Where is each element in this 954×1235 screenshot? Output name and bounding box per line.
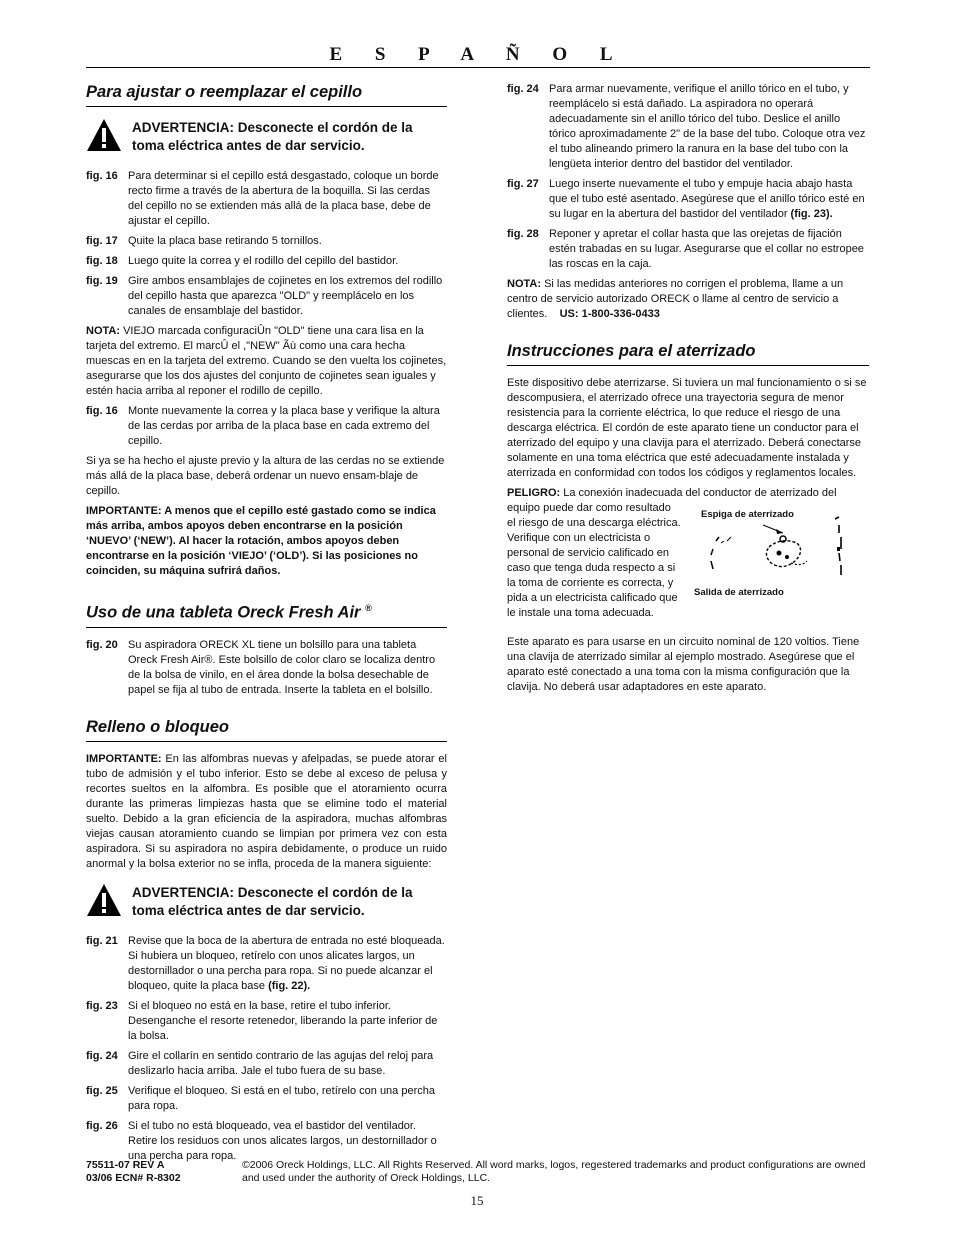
- fig-text: Su aspiradora ORECK XL tiene un bolsillo para una tableta Oreck Fresh Air®. Este bolsillo de color claro se localiza dentro de la bolsa de vinilo, en el área donde la bolsa desechable de papel se fija al tubo de entrada. Inserte la tableta en el bolsillo.: [128, 638, 436, 696]
- fig-item: [86, 404, 447, 449]
- fig-item: [86, 934, 447, 994]
- fig-item: [507, 82, 869, 172]
- fig-item: [86, 1084, 447, 1114]
- fig-text: Si el tubo no está bloqueado, vea el bastidor del ventilador. Retire los residuos con unos alicates largos, un destornillador o una percha para ropa.: [128, 1119, 437, 1162]
- importante-paragraph: [86, 752, 447, 872]
- copyright-notice: ©2006 Oreck Holdings, LLC. All Rights Reserved. All word marks, logos, regestered trademarks and product configurations are owned and used under the authority of Oreck Holdings, LLC.: [242, 1159, 866, 1184]
- document-revision: 75511-07 REV A: [86, 1159, 165, 1171]
- fig-text: Si el bloqueo no está en la base, retire el tubo inferior. Desenganche el resorte retenedor, liberando la parte inferior de la bolsa.: [128, 999, 438, 1042]
- warning-triangle-icon: [86, 883, 122, 917]
- fig-item: [86, 999, 447, 1044]
- nota-paragraph: [507, 277, 869, 322]
- fig-text: Revise que la boca de la abertura de entrada no esté bloqueada. Si hubiera un bloqueo, retírelo con unos alicates largos, un destornillador o una percha para ropa. Si no puede alcanzar el bloqueo, quite la placa base: [128, 934, 445, 992]
- section-title-brush: Para ajustar o reemplazar el cepillo: [86, 82, 447, 107]
- fig-text: Reponer y apretar el collar hasta que las orejetas de fijación estén trabadas en su lugar. Asegurarse que el collar no estropee las roscas en la caja.: [549, 228, 864, 270]
- body-paragraph: Si ya se ha hecho el ajuste previo y la altura de las cerdas no se extiende más allá de la placa base, deberá ordenar un nuevo ensam-blaje de cepillo.: [86, 455, 445, 497]
- fig-text: Verifique el bloqueo. Si está en el tubo, retírelo con una percha para ropa.: [128, 1084, 435, 1112]
- fig-text: Gire ambos ensamblajes de cojinetes en los extremos del rodillo del cepillo hasta que aparezca "OLD" y reemplácelo en los canales de ensamblaje del bastidor.: [128, 275, 443, 317]
- fig-text: Monte nuevamente la correa y la placa base y verifique la altura de las cerdas por arriba de la placa base en cada extremo del cepillo.: [128, 405, 440, 447]
- fig-text: Para armar nuevamente, verifique el anillo tórico en el tubo, y reemplácelo si está dañado. La aspiradora no operará adecuadamente sin el anillo tórico del tubo. Deslice el anillo tórico aproximadamente 2" de la base del tubo. Coloque otra vez el tubo alineando primero la ranura en la base del tubo con la lengüeta interior dentro del bastidor del ventilador.: [549, 83, 866, 170]
- warning-text: ADVERTENCIA: Desconecte el cordón de la toma eléctrica antes de dar servicio.: [132, 120, 413, 153]
- document-ecn: 03/06 ECN# R-8302: [86, 1172, 181, 1184]
- fig-label: fig. 28: [507, 228, 539, 240]
- fig-text: Luego quite la correa y el rodillo del cepillo del bastidor.: [128, 255, 399, 267]
- fig-ref: (fig. 22).: [268, 979, 311, 992]
- section-title-grounding: Instrucciones para el aterrizado: [507, 341, 869, 366]
- fig-label: fig. 16: [86, 170, 118, 182]
- peligro-paragraph: [507, 486, 869, 501]
- peligro-label: PELIGRO:: [507, 487, 561, 499]
- warning-box: [86, 884, 447, 920]
- fig-text: Gire el collarín en sentido contrario de las agujas del reloj para deslizarlo hacia arriba. Jale el tubo fuera de su base.: [128, 1049, 434, 1077]
- fig-item: [86, 274, 447, 319]
- fig-label: fig. 19: [86, 275, 118, 287]
- fig-item: [86, 169, 447, 229]
- grounding-block: [507, 501, 869, 635]
- warning-text: ADVERTENCIA: Desconecte el cordón de la toma eléctrica antes de dar servicio.: [132, 884, 413, 918]
- fig-item: [86, 638, 447, 698]
- fig-label: fig. 18: [86, 255, 118, 267]
- left-column: [86, 82, 447, 1169]
- importante-text: En las alfombras nuevas y afelpadas, se puede atorar el tubo de admisión y el tubo inferior. Esto se debe al exceso de pelusa y recortes sueltos en la alfombra. Es posible que el atoramiento ocurra durante las primeras limpiezas hasta que se elimine todo el material suelto. Debido a la gran eficiencia de la aspiradora, muchas alfombras viejas causan atoramiento cuando se limpian por primera vez con esta aspiradora. Si su aspiradora no aspira debidamente, o produce un ruido anormal y la bolsa exterior no se infla, proceda de la manera siguiente:: [86, 752, 447, 870]
- importante-text: IMPORTANTE: A menos que el cepillo esté gastado como se indica más arriba, ambos apoyos deben encontrarse en la posición ‘NUEVO’ (‘NEW’). Al hacer la rotación, ambos apoyos deben encontrarse en la posición ‘VIEJO’ (‘OLD’). Si las posiciones no coinciden, su máquina sufrirá daños.: [86, 505, 436, 577]
- fig-label: fig. 27: [507, 178, 539, 190]
- fig-item: [86, 254, 447, 269]
- plug-outlet-illustration: [691, 503, 869, 613]
- fig-ref: (fig. 23).: [790, 208, 833, 220]
- peligro-continued: equipo puede dar como resultado el riesgo de una descarga eléctrica. Verifique con un electricista o personal de servicio calificado en caso que tenga duda respecto a si la toma de corriente es correcta, y pida a un electricista calificado que le instale una toma adecuada.: [507, 502, 681, 619]
- document-code: [86, 1159, 181, 1185]
- fig-label: fig. 25: [86, 1084, 118, 1097]
- fig-item: [86, 1049, 447, 1079]
- fig-text: Luego inserte nuevamente el tubo y empuje hacia abajo hasta que el tubo esté asentado. Asegúrese que el anillo tórico esté en su lugar en la abertura del bastidor del ventilador: [549, 178, 865, 220]
- ground-pin-label: Espiga de aterrizado: [701, 509, 794, 520]
- body-paragraph: Este dispositivo debe aterrizarse. Si tuviera un mal funcionamiento o si se descompusiera, el aterrizado ofrece una trayectoria segura de menor resistencia para la corriente eléctrica, lo que reduce el riesgo de una descarga eléctrica. El cordón de este aparato tiene un conductor para el aterrizado del equipo y una clavija para el aterrizado. Deberá conectarse solamente en una toma eléctrica que esté adecuadamente instalada y aterrizada en conformidad con todos los códigos y reglamentos locales.: [507, 377, 867, 479]
- fig-text: Para determinar si el cepillo está desgastado, coloque un borde recto firme a través de la abertura de la boquilla. Si las cerdas del cepillo no se extienden más allá de la placa base, debe de ajustar el cepillo.: [128, 170, 439, 227]
- ground-outlet-label: Salida de aterrizado: [694, 587, 784, 598]
- section-title-blockage: Relleno o bloqueo: [86, 717, 447, 742]
- language-header: E S P A Ñ O L: [329, 44, 627, 65]
- nota-paragraph: [86, 324, 447, 399]
- section-title-fresh-air: [86, 598, 447, 628]
- nota-text: VIEJO marcada configuraciÛn "OLD" tiene una cara lisa en la tarjeta del extremo. El marcÛ el ,"NEW" Ãù como una cara hecha muescas en en la tarjeta del extremo. Cuando se den vuelta los cojinetes, asegurarse que los dos ajustes del conjunto de cojinetes sean iguales y estén hacia arriba al reponer el rodillo de cepillo.: [86, 325, 447, 397]
- service-phone: US: 1-800-336-0433: [559, 308, 660, 320]
- fig-label: fig. 23: [86, 999, 118, 1012]
- fig-label: fig. 21: [86, 934, 118, 947]
- fig-item: [86, 234, 447, 249]
- header-rule: [86, 67, 870, 68]
- fig-label: fig. 16: [86, 405, 118, 417]
- grounding-plug-figure: [691, 503, 869, 613]
- fig-item: [86, 1119, 447, 1164]
- fig-text: Quite la placa base retirando 5 tornillos.: [128, 235, 322, 247]
- page-number: 15: [470, 1193, 484, 1208]
- warning-triangle-icon: [86, 118, 122, 152]
- fig-label: fig. 17: [86, 235, 118, 247]
- importante-paragraph: [86, 504, 447, 579]
- warning-box: [86, 119, 447, 155]
- importante-label: IMPORTANTE:: [86, 752, 162, 765]
- fig-item: [507, 227, 869, 272]
- nota-text: Si las medidas anteriores no corrigen el problema, llame a un centro de servicio autorizado ORECK o llame al centro de servicio a clientes.: [507, 278, 844, 320]
- right-column: [507, 82, 869, 700]
- nota-label: NOTA:: [507, 278, 542, 290]
- fig-item: [507, 177, 869, 222]
- body-paragraph: Este aparato es para usarse en un circuito nominal de 120 voltios. Tiene una clavija de aterrizado similar al ejemplo mostrado. Asegúrese que el aparato esté conectado a una toma con la misma configuración que la clavija. No deberá usar adaptadores en este aparato.: [507, 636, 860, 693]
- nota-label: NOTA:: [86, 325, 121, 337]
- fig-label: fig. 24: [507, 83, 539, 95]
- fresh-air-title: Uso de una tableta Oreck Fresh Air: [86, 603, 361, 622]
- fig-label: fig. 20: [86, 638, 118, 651]
- fig-label: fig. 26: [86, 1119, 118, 1132]
- peligro-text: La conexión inadecuada del conductor de aterrizado del: [563, 487, 837, 499]
- registered-mark: ®: [365, 603, 372, 613]
- fig-label: fig. 24: [86, 1049, 118, 1062]
